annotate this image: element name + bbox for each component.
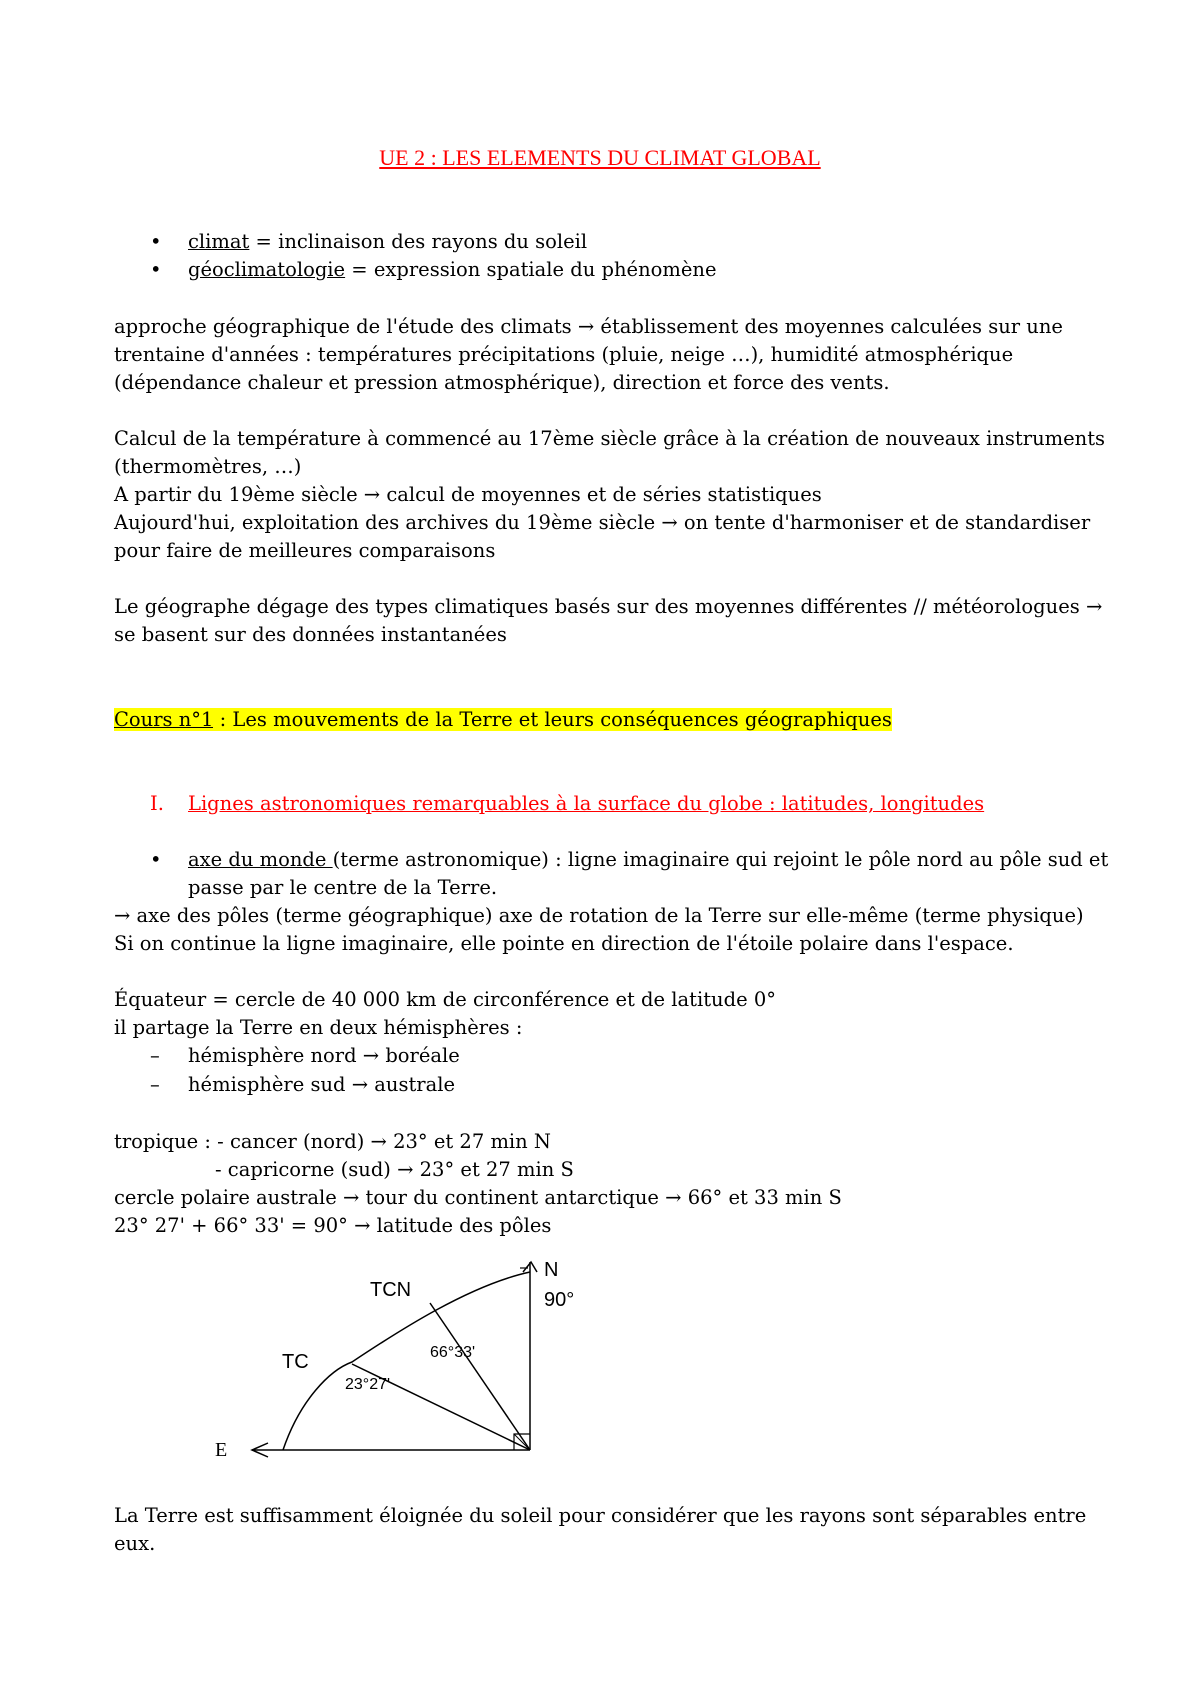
bullet-item-climat: [188, 228, 587, 256]
label-tcn: TCN: [370, 1279, 412, 1301]
latitude-diagram: [215, 1250, 610, 1461]
bullet-marker: •: [150, 848, 162, 871]
paragraph-line: eux.: [114, 1532, 156, 1555]
paragraph-line: → axe des pôles (terme géographique) axe de rotation de la Terre sur elle-même (terme physique): [114, 904, 1084, 927]
definition-axe-du-monde: (terme astronomique) : ligne imaginaire qui rejoint le pôle nord au pôle sud et: [332, 848, 1109, 871]
paragraph-line: Le géographe dégage des types climatiques basés sur des moyennes différentes // météorologues →: [114, 595, 1103, 618]
cours-heading: [114, 706, 892, 734]
cours-title: : Les mouvements de la Terre et leurs conséquences géographiques: [213, 708, 892, 731]
bullet-continuation: passe par le centre de la Terre.: [188, 876, 498, 899]
paragraph-line: 23° 27' + 66° 33' = 90° → latitude des pôles: [114, 1214, 552, 1237]
polar-circle-ray: [430, 1303, 530, 1450]
term-geoclimatologie: géoclimatologie: [188, 258, 346, 281]
paragraph-line: (dépendance chaleur et pression atmosphérique), direction et force des vents.: [114, 371, 890, 394]
paragraph-line: A partir du 19ème siècle → calcul de moyennes et de séries statistiques: [114, 483, 822, 506]
paragraph-line: Calcul de la température à commencé au 17ème siècle grâce à la création de nouveaux instruments: [114, 427, 1106, 450]
paragraph-line: se basent sur des données instantanées: [114, 623, 507, 646]
paragraph-line: Aujourd'hui, exploitation des archives du 19ème siècle → on tente d'harmoniser et de standardiser: [114, 511, 1091, 534]
paragraph-line: tropique : - cancer (nord) → 23° et 27 min N: [114, 1130, 551, 1153]
bullet-item-geoclimatologie: [188, 256, 717, 284]
list-item: hémisphère sud → australe: [188, 1073, 456, 1096]
definition-geoclimatologie: = expression spatiale du phénomène: [345, 258, 717, 281]
paragraph-line: il partage la Terre en deux hémisphères :: [114, 1016, 523, 1039]
bullet-marker: •: [150, 230, 162, 253]
label-e: E: [215, 1439, 228, 1461]
document-title: UE 2 : LES ELEMENTS DU CLIMAT GLOBAL: [379, 145, 821, 170]
label-90: 90°: [544, 1289, 575, 1311]
term-axe-du-monde: axe du monde: [188, 848, 333, 871]
label-23-27: 23°27': [345, 1376, 391, 1393]
cours-label: Cours n°1: [114, 708, 214, 731]
dash-marker: –: [150, 1073, 160, 1096]
bullet-item-axe-du-monde: [188, 846, 1108, 874]
paragraph-line: (thermomètres, …): [114, 455, 302, 478]
paragraph-line: La Terre est suffisamment éloignée du soleil pour considérer que les rayons sont séparables entre: [114, 1504, 1087, 1527]
label-tc: TC: [282, 1351, 309, 1373]
label-66-33: 66°33': [430, 1344, 476, 1361]
section-title: Lignes astronomiques remarquables à la surface du globe : latitudes, longitudes: [188, 792, 985, 815]
bullet-marker: •: [150, 258, 162, 281]
label-n: N: [544, 1259, 559, 1281]
paragraph-line: cercle polaire australe → tour du continent antarctique → 66° et 33 min S: [114, 1186, 842, 1209]
definition-climat: = inclinaison des rayons du soleil: [249, 230, 588, 253]
paragraph-line: pour faire de meilleures comparaisons: [114, 539, 496, 562]
paragraph-line: Si on continue la ligne imaginaire, elle pointe en direction de l'étoile polaire dans l'espace.: [114, 932, 1014, 955]
section-number: I.: [150, 792, 164, 815]
paragraph-line: trentaine d'années : températures précipitations (pluie, neige …), humidité atmosphérique: [114, 343, 1014, 366]
paragraph-line: - capricorne (sud) → 23° et 27 min S: [215, 1158, 574, 1181]
paragraph-line: approche géographique de l'étude des climats → établissement des moyennes calculées sur une: [114, 315, 1063, 338]
list-item: hémisphère nord → boréale: [188, 1044, 460, 1067]
right-angle-diagonal: [514, 1434, 530, 1450]
paragraph-line: Équateur = cercle de 40 000 km de circonférence et de latitude 0°: [114, 988, 776, 1011]
term-climat: climat: [188, 230, 250, 253]
dash-marker: –: [150, 1044, 160, 1067]
